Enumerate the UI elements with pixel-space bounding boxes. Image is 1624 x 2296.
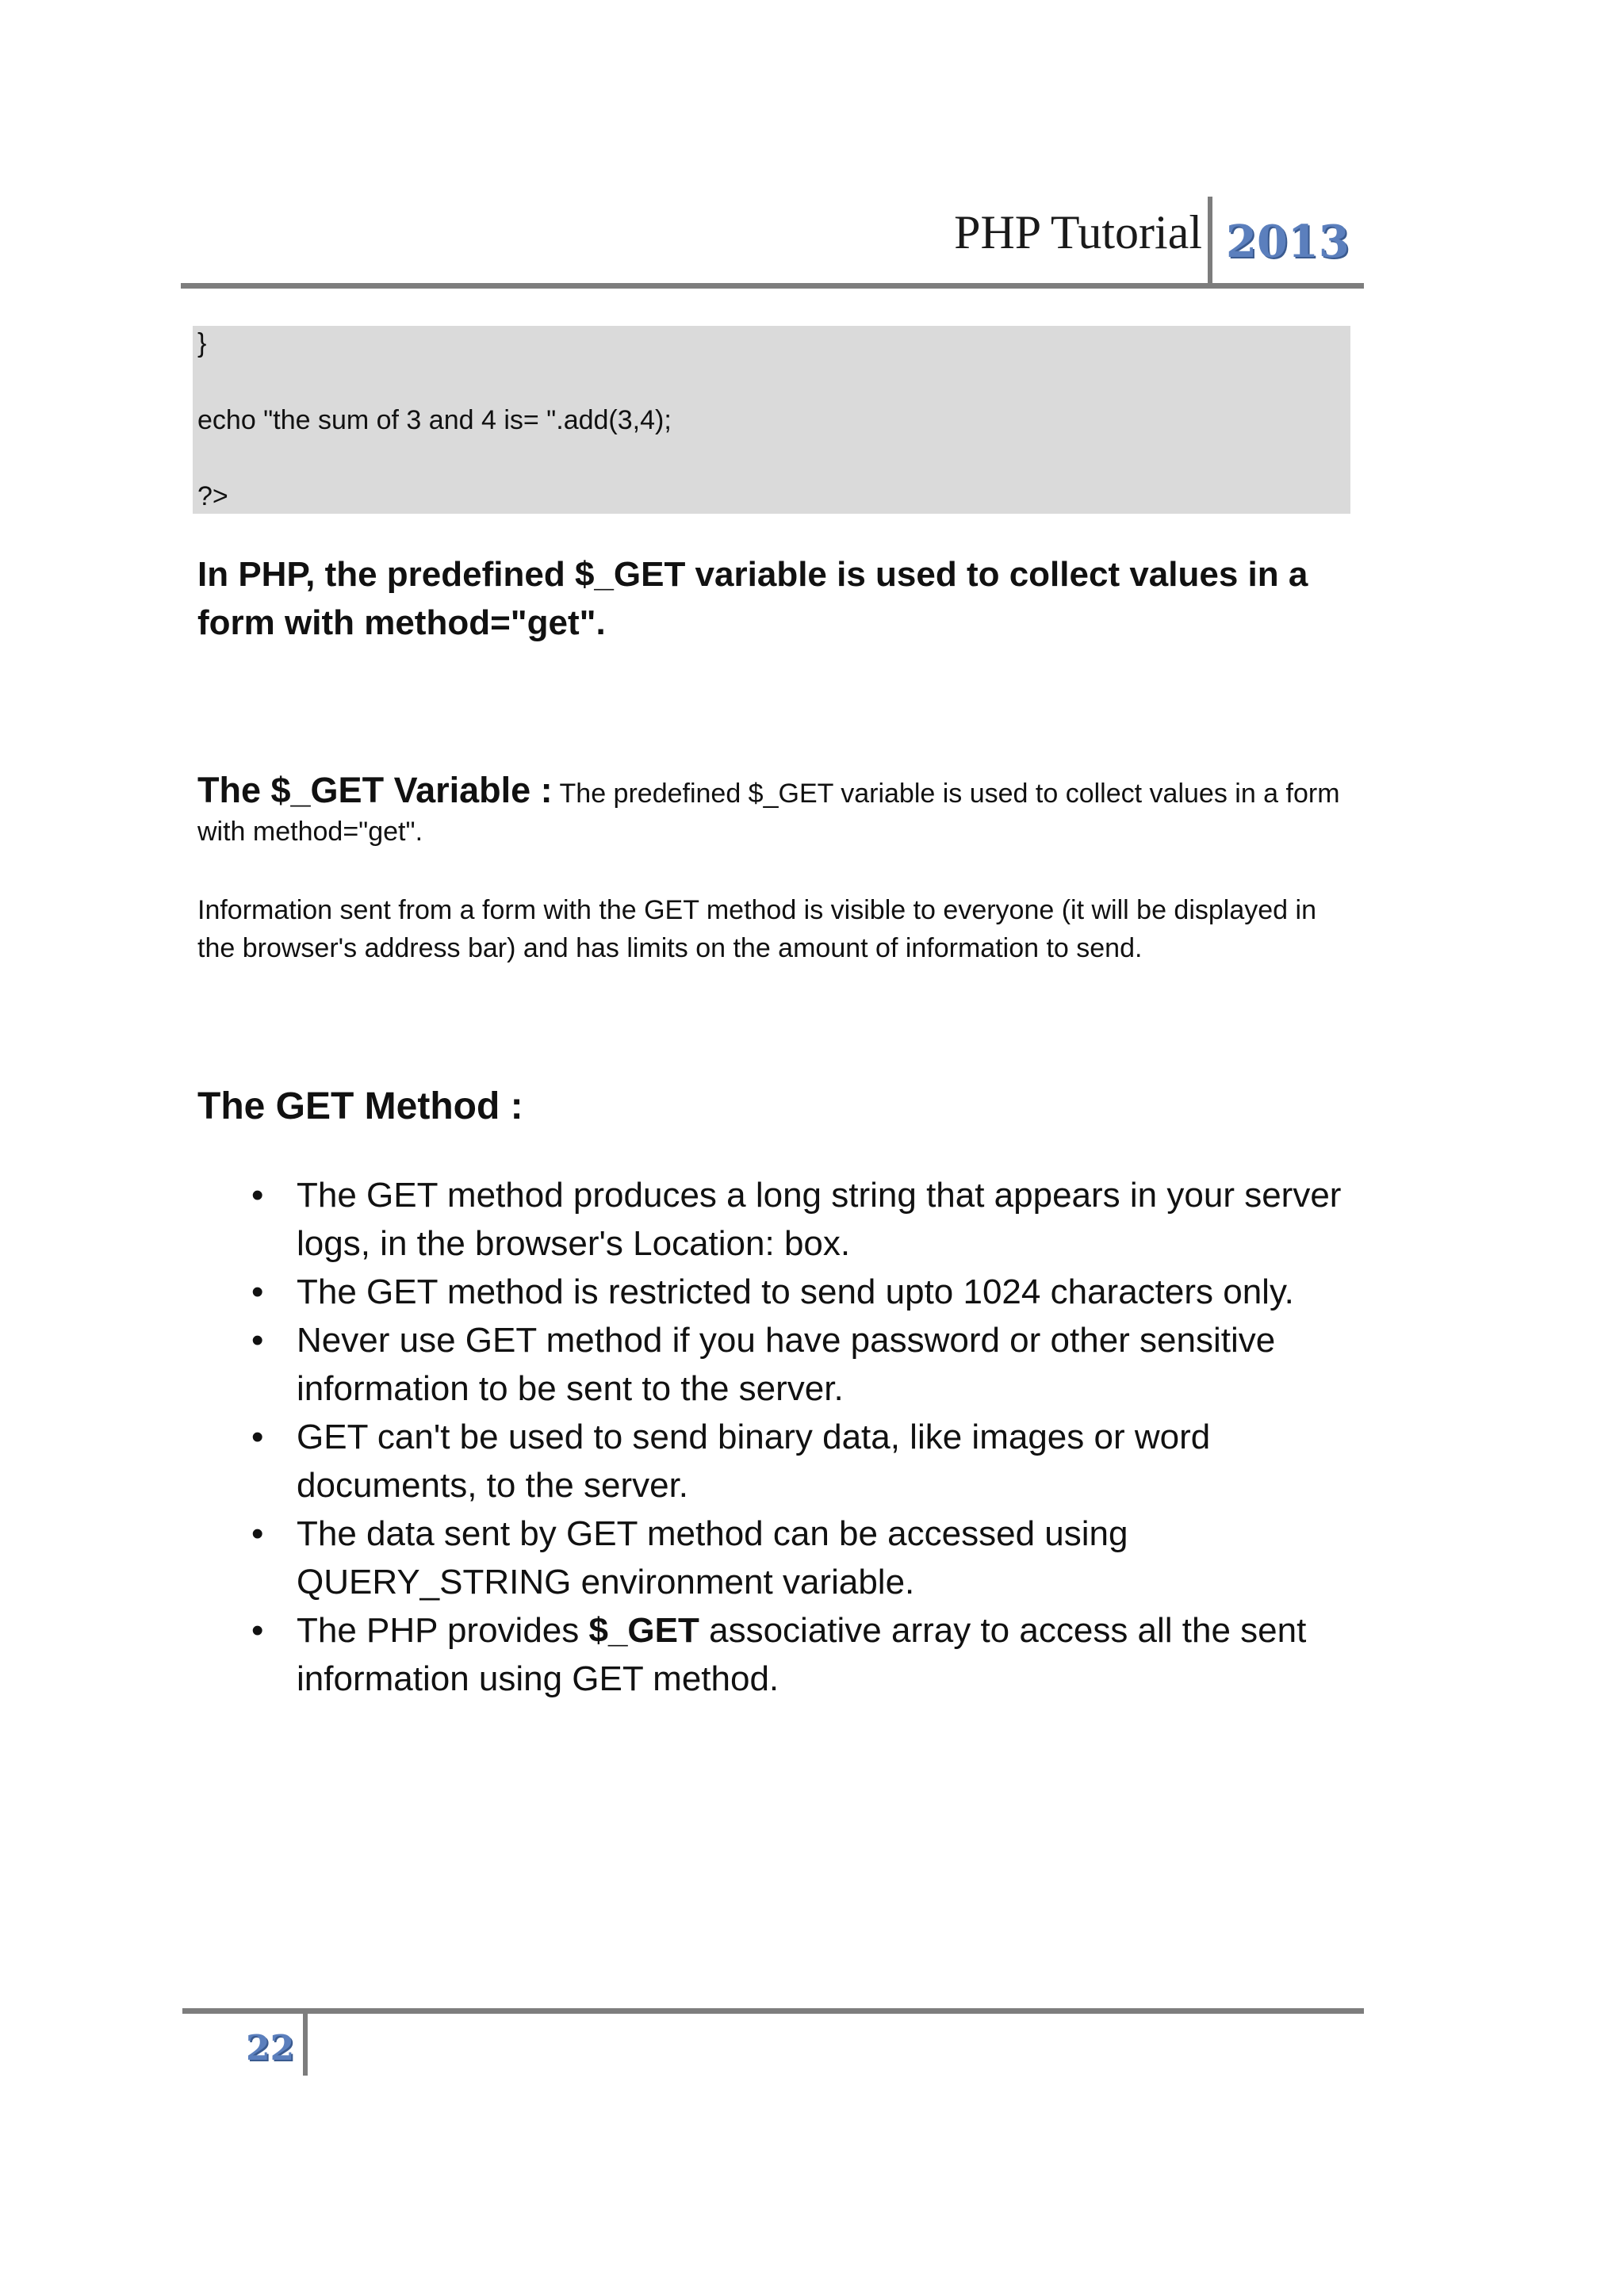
page-number: 22	[246, 2028, 295, 2068]
list-item	[197, 1171, 1371, 1268]
header-year: 2013	[1226, 216, 1350, 268]
get-variable-paragraph	[197, 771, 1355, 851]
header-title: PHP Tutorial	[954, 206, 1202, 258]
list-item-text-bold: $_GET	[588, 1611, 699, 1650]
code-line: ?>	[197, 481, 228, 511]
section-heading: The GET Method :	[197, 1085, 523, 1127]
intro-paragraph: In PHP, the predefined $_GET variable is used to collect values in a form with method="get".	[197, 555, 1308, 642]
get-variable-heading: The $_GET Variable :	[197, 770, 553, 810]
footer-rule	[182, 2008, 1364, 2014]
code-line: }	[197, 328, 207, 358]
bullet-dot: •	[251, 1272, 264, 1311]
list-item-text: Never use GET method if you have password or other sensitive information to be sent to the server.	[297, 1321, 1276, 1408]
list-item-text: The GET method is restricted to send upto 1024 characters only.	[297, 1272, 1294, 1311]
list-item	[197, 1510, 1371, 1606]
bullet-dot: •	[251, 1611, 264, 1650]
bullet-dot: •	[251, 1514, 264, 1553]
list-item	[197, 1268, 1371, 1316]
get-info-paragraph: Information sent from a form with the GET method is visible to everyone (it will be displayed in the browser's address bar) and has limits on the amount of information to send.	[197, 895, 1316, 963]
list-item	[197, 1606, 1371, 1703]
list-item-text-post: associative array to access all the sent information using GET method.	[297, 1611, 1307, 1698]
list-item	[197, 1316, 1371, 1413]
bullet-dot: •	[251, 1176, 264, 1215]
header-divider	[1208, 197, 1212, 285]
list-item-text: The GET method produces a long string that appears in your server logs, in the browser's Location: box.	[297, 1176, 1342, 1263]
bullet-list	[197, 1171, 1371, 1703]
header-rule	[181, 283, 1364, 289]
bullet-dot: •	[251, 1418, 264, 1456]
bullet-dot: •	[251, 1321, 264, 1360]
list-item-text: The data sent by GET method can be accessed using QUERY_STRING environment variable.	[297, 1514, 1128, 1601]
code-line: echo "the sum of 3 and 4 is= ".add(3,4);	[197, 405, 672, 435]
list-item-text-pre: The PHP provides	[297, 1611, 589, 1650]
list-item-text: GET can't be used to send binary data, like images or word documents, to the server.	[297, 1418, 1211, 1505]
footer-divider	[303, 2014, 308, 2076]
list-item	[197, 1413, 1371, 1510]
get-variable-text: The predefined $_GET variable is used to collect values in a form with method="get".	[197, 779, 1340, 847]
